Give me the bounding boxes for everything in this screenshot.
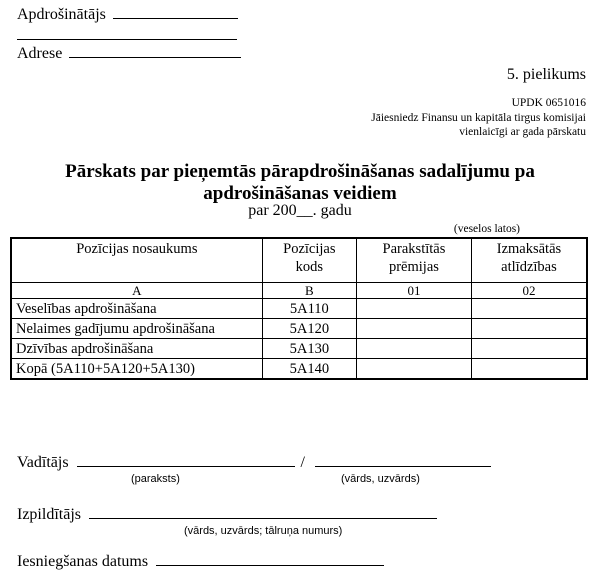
report-title-line1: Pārskats par pieņemtās pārapdrošināšanas sadalījumu pa: [65, 161, 535, 182]
row-name: Veselības apdrošināšana: [11, 299, 262, 319]
slash-separator: /: [300, 454, 305, 471]
col-header-name: Pozīcijas nosaukums: [11, 238, 262, 283]
insurer-label: Apdrošinātājs: [17, 6, 106, 23]
report-period: par 200__. gadu: [248, 202, 352, 219]
row-name: Kopā (5A110+5A120+5A130): [11, 359, 262, 380]
row-claims-cell[interactable]: [471, 319, 587, 339]
letter-b: B: [262, 283, 356, 299]
date-label: Iesniegšanas datums: [17, 553, 149, 570]
executor-label: Izpildītājs: [17, 506, 81, 523]
units-note: (veselos latos): [453, 223, 520, 235]
reinsurance-table: [10, 237, 588, 380]
table-header-row: [11, 238, 587, 283]
manager-name-line[interactable]: [315, 454, 491, 467]
manager-field: [17, 454, 491, 472]
form-code: UPDK 0651016: [511, 97, 586, 109]
manager-signature-line[interactable]: [77, 454, 295, 467]
letter-01: 01: [356, 283, 471, 299]
insurer-second-line[interactable]: [17, 39, 237, 40]
row-code: 5A140: [262, 359, 356, 380]
insurer-field: [17, 6, 238, 24]
executor-field: [17, 506, 437, 524]
row-code: 5A110: [262, 299, 356, 319]
row-premiums-cell[interactable]: [356, 319, 471, 339]
letter-02: 02: [471, 283, 587, 299]
row-premiums-cell[interactable]: [356, 299, 471, 319]
row-name: Dzīvības apdrošināšana: [11, 339, 262, 359]
date-field: [17, 553, 384, 571]
executor-input-line[interactable]: [89, 506, 437, 519]
row-name: Nelaimes gadījumu apdrošināšana: [11, 319, 262, 339]
submission-note-line2: vienlaicīgi ar gada pārskatu: [459, 126, 586, 138]
manager-label: Vadītājs: [17, 454, 69, 471]
row-claims-cell[interactable]: [471, 339, 587, 359]
row-code: 5A120: [262, 319, 356, 339]
submission-note-line1: Jāiesniedz Finansu un kapitāla tirgus komisijai: [371, 112, 586, 124]
executor-caption: (vārds, uzvārds; tālruņa numurs): [184, 525, 343, 537]
name-caption: (vārds, uzvārds): [341, 473, 420, 485]
address-field: [17, 45, 241, 63]
table-row: [11, 299, 587, 319]
col-header-code: Pozīcijas kods: [262, 238, 356, 283]
table-letter-row: [11, 283, 587, 299]
table-row: [11, 359, 587, 380]
date-input-line[interactable]: [156, 553, 384, 566]
letter-a: A: [11, 283, 262, 299]
report-title-line2: apdrošināšanas veidiem: [203, 183, 397, 204]
row-code: 5A130: [262, 339, 356, 359]
row-premiums-cell[interactable]: [356, 359, 471, 380]
row-claims-cell[interactable]: [471, 359, 587, 380]
col-header-premiums: Parakstītās prēmijas: [356, 238, 471, 283]
insurer-input-line[interactable]: [113, 6, 238, 19]
address-input-line[interactable]: [69, 45, 241, 58]
appendix-label: 5. pielikums: [506, 66, 586, 83]
row-premiums-cell[interactable]: [356, 339, 471, 359]
row-claims-cell[interactable]: [471, 299, 587, 319]
address-label: Adrese: [17, 45, 63, 62]
table-row: [11, 319, 587, 339]
signature-caption: (paraksts): [131, 473, 180, 485]
col-header-claims: Izmaksātās atlīdzības: [471, 238, 587, 283]
table-row: [11, 339, 587, 359]
